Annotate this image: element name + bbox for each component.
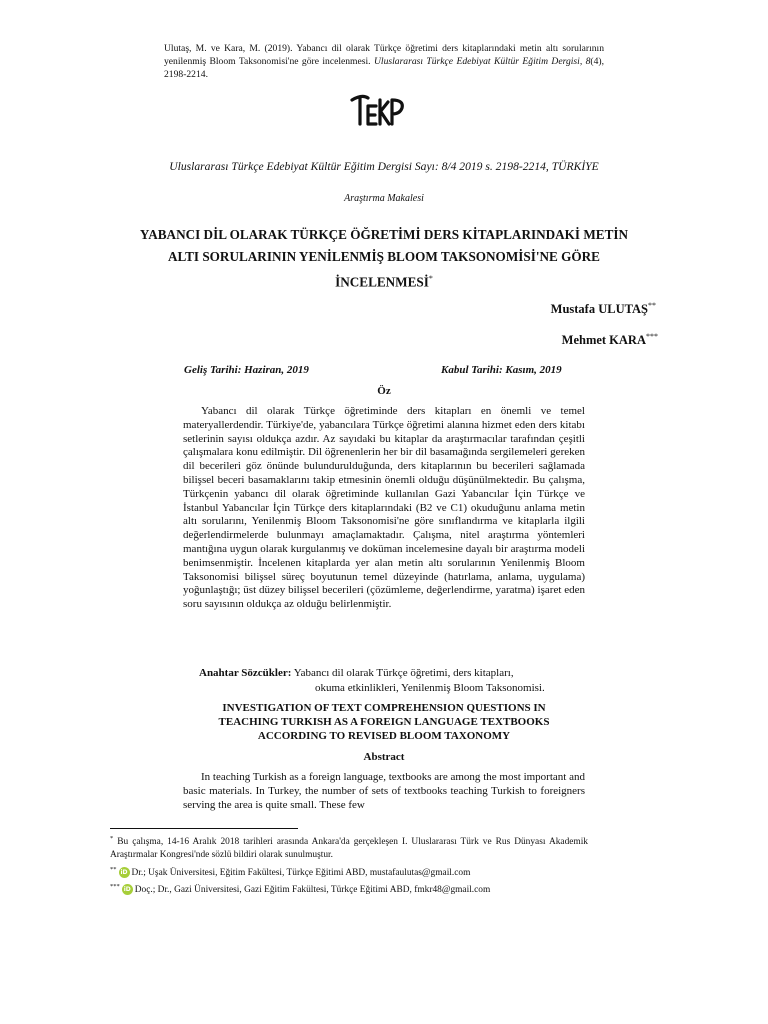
author-2-mark: ***: [646, 332, 658, 341]
author-1-name: Mustafa ULUTAŞ: [550, 302, 648, 317]
logo-text: TEKE: [348, 92, 351, 93]
keywords-label: Anahtar Sözcükler:: [199, 667, 292, 679]
citation: [164, 42, 604, 81]
author-1-mark: **: [648, 301, 656, 310]
author-2-name: Mehmet KARA: [561, 333, 646, 348]
oz-heading: Öz: [377, 385, 391, 397]
received-date: Geliş Tarihi: Haziran, 2019: [184, 364, 309, 376]
keywords-line-2: okuma etkinlikleri, Yenilenmiş Bloom Taksonomisi.: [315, 681, 545, 694]
title-line-3: İNCELENMESİ: [335, 274, 429, 290]
en-title-line-1: INVESTIGATION OF TEXT COMPREHENSION QUESTIONS IN: [222, 702, 546, 714]
footnote-1-mark: *: [110, 835, 114, 842]
english-title: [180, 701, 588, 743]
oz-text: Yabancı dil olarak Türkçe öğretiminde ders kitapları en önemli ve temel materyallerdendir. Türkiye'de, yabancılara Türkçe öğretimi alanına hizmet eden ders kitabı setlerinin sayısı oldukça azdır. Az sayıdaki bu kitaplar da araştırmacılar tarafından çeşitli çalışmalara konu edilmiştir. Dil öğrenenlerin her bir dil basamağında sergilemeleri gereken dil becerileri göz önünde bulundurulduğunda, ders kitaplarının bu becerileri sağlamada bilişsel beceri basamaklarını takip etmesinin önemli olduğu düşünülmektedir. Bu çalışma, Türkçenin yabancı dil olarak öğretiminde kullanılan Gazi Yabancılar İçin Türkçe ve İstanbul Yabancılar İçin Türkçe ders kitaplarındaki (B2 ve C1) okuduğunu anlama metin altı sorularını, Yenilenmiş Bloom Taksonomisi'ne göre sınıflandırma ve kitaplarla ilgili değerlendirmelerde bulunmayı amaçlamaktadır. Çalışma, nitel araştırma yöntemleri mantığına uygun olarak kurgulanmış ve doküman incelemesine dayalı bir araştırma modeli benimsenmiştir. İncelenen kitaplarda yer alan metin altı sorularının Yenilenmiş Bloom Taksonomisi bilişsel süreç boyutunun temel düzeyinde (hatırlama, anlama, uygulama) yoğunlaştığı; üst düzey bilişsel becerileri (çözümleme, değerlendirme, yaratma) işaret eden soru sayısının oldukça az olduğu belirlenmiştir.: [183, 405, 585, 611]
footnote-1: [110, 833, 588, 861]
footnote-2-mark: **: [110, 866, 117, 873]
citation-rest: (4), 2198-2214.: [164, 56, 605, 80]
title-line-1: YABANCI DİL OLARAK TÜRKÇE ÖĞRETİMİ DERS KİTAPLARINDAKİ METİN: [139, 227, 629, 242]
footnote-3: [110, 881, 588, 897]
author-2: [562, 332, 658, 348]
article-type: Araştırma Makalesi: [344, 193, 424, 204]
title-line-2: ALTI SORULARININ YENİLENMİŞ BLOOM TAKSONOMİSİ'NE GÖRE: [168, 249, 600, 264]
citation-journal: Uluslararası Türkçe Edebiyat Kültür Eğitim Dergisi, 8: [373, 56, 591, 67]
en-title-line-3: ACCORDING TO REVISED BLOOM TAXONOMY: [257, 730, 511, 742]
journal-logo: [348, 92, 410, 132]
abstract-text: In teaching Turkish as a foreign language, textbooks are among the most important and basic materials. In Turkey, the number of sets of textbooks teaching Turkish to foreigners serving the area is quite small. These few: [183, 771, 585, 811]
footnote-2: [110, 864, 588, 880]
footnote-3-text: Doç.; Dr., Gazi Üniversitesi, Gazi Eğitim Fakültesi, Türkçe Eğitimi ABD, fmkr48@gmail.com: [134, 885, 491, 896]
accepted-date: Kabul Tarihi: Kasım, 2019: [441, 364, 562, 376]
keywords-line-1: Yabancı dil olarak Türkçe öğretimi, ders kitapları,: [293, 667, 514, 679]
orcid-icon[interactable]: iD: [123, 886, 131, 894]
footnote-divider: [110, 828, 298, 829]
en-title-line-2: TEACHING TURKISH AS A FOREIGN LANGUAGE TEXTBOOKS: [218, 716, 550, 728]
title-footnote-mark: *: [428, 274, 433, 283]
footnote-3-mark: ***: [110, 883, 120, 890]
footnote-2-text: Dr.; Uşak Üniversitesi, Eğitim Fakültesi, Türkçe Eğitimi ABD, mustafaulutas@gmail.com: [131, 868, 471, 879]
footnote-1-text: Bu çalışma, 14-16 Aralık 2018 tarihleri arasında Ankara'da gerçekleşen I. Uluslararası Türk ve Rus Dünyası Akademik Araştırmalar Kongresi'nde sözlü bildiri olarak sunulmuştur.: [110, 837, 588, 860]
journal-line: Uluslararası Türkçe Edebiyat Kültür Eğitim Dergisi Sayı: 8/4 2019 s. 2198-2214, TÜRKİYE: [169, 160, 599, 173]
author-1: [551, 301, 656, 317]
keywords: [199, 666, 585, 695]
orcid-icon[interactable]: iD: [120, 869, 128, 877]
citation-text: Ulutaş, M. ve Kara, M. (2019). Yabancı dil olarak Türkçe öğretimi ders kitaplarındaki metin altı sorularının yenilenmiş Bloom Taksonomisi'ne göre incelenmesi.: [164, 43, 604, 67]
article-title: [110, 224, 658, 293]
abstract-heading: Abstract: [363, 751, 405, 763]
